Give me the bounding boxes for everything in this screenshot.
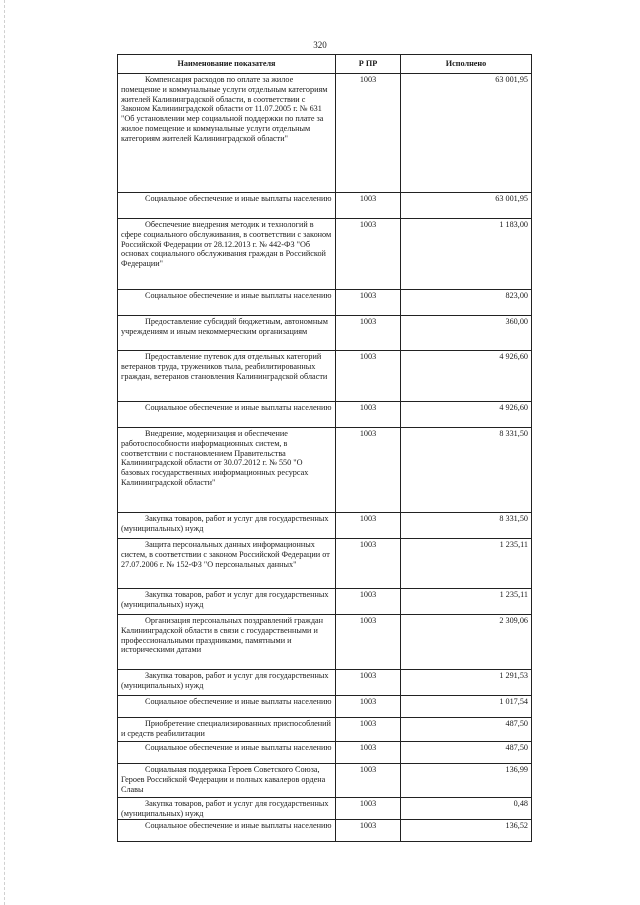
row-name: Компенсация расходов по оплате за жилое помещение и коммунальные услуги отдельным категориям жителей Калининградской области, в соответствии с Законом Калининградской области от 11.07.2005 г. № 631 "Об установлении мер социальной поддержки по плате за жилое помещение и коммунальные услуги отдельным категориям жителей Калининградской области" <box>118 74 336 193</box>
row-value: 360,00 <box>401 316 532 351</box>
row-name: Организация персональных поздравлений граждан Калининградской области в связи с государственными и профессиональными праздниками, памятными и историческими датами <box>118 615 336 670</box>
table-row <box>118 74 532 193</box>
row-value: 2 309,06 <box>401 615 532 670</box>
row-code: 1003 <box>336 670 401 696</box>
row-value: 63 001,95 <box>401 74 532 193</box>
row-value: 8 331,50 <box>401 513 532 539</box>
table-row <box>118 316 532 351</box>
table-row <box>118 820 532 842</box>
table-row <box>118 718 532 742</box>
row-code: 1003 <box>336 219 401 290</box>
row-code: 1003 <box>336 742 401 764</box>
page-number: 320 <box>313 40 327 50</box>
header-name: Наименование показателя <box>118 55 336 74</box>
row-name: Внедрение, модернизация и обеспечение работоспособности информационных систем, в соответствии с постановлением Правительства Калининградской области от 30.07.2012 г. № 550 "О базовых государственных информационных ресурсах Калининградской области" <box>118 428 336 513</box>
row-value: 487,50 <box>401 718 532 742</box>
row-name: Закупка товаров, работ и услуг для государственных (муниципальных) нужд <box>118 798 336 820</box>
row-name: Предоставление путевок для отдельных категорий ветеранов труда, тружеников тыла, реабилитированных граждан, ветеранов становления Калининградской области <box>118 351 336 402</box>
row-name: Социальное обеспечение и иные выплаты населению <box>118 742 336 764</box>
row-code: 1003 <box>336 351 401 402</box>
row-code: 1003 <box>336 402 401 428</box>
table-row <box>118 670 532 696</box>
row-value: 0,48 <box>401 798 532 820</box>
table-row <box>118 742 532 764</box>
table-row <box>118 696 532 718</box>
row-value: 487,50 <box>401 742 532 764</box>
row-code: 1003 <box>336 428 401 513</box>
row-name: Защита персональных данных информационных систем, в соответствии с законом Российской Федерации от 27.07.2006 г. № 152-ФЗ "О персональных данных" <box>118 539 336 589</box>
row-code: 1003 <box>336 589 401 615</box>
table-row <box>118 615 532 670</box>
row-name: Закупка товаров, работ и услуг для государственных (муниципальных) нужд <box>118 589 336 615</box>
row-code: 1003 <box>336 696 401 718</box>
row-name: Социальное обеспечение и иные выплаты населению <box>118 193 336 219</box>
row-value: 1 183,00 <box>401 219 532 290</box>
row-name: Социальное обеспечение и иные выплаты населению <box>118 402 336 428</box>
table-row <box>118 219 532 290</box>
row-name: Социальное обеспечение и иные выплаты населению <box>118 290 336 316</box>
header-value: Исполнено <box>401 55 532 74</box>
row-code: 1003 <box>336 74 401 193</box>
row-name: Социальное обеспечение и иные выплаты населению <box>118 696 336 718</box>
row-code: 1003 <box>336 513 401 539</box>
table-row <box>118 428 532 513</box>
row-value: 1 017,54 <box>401 696 532 718</box>
row-code: 1003 <box>336 820 401 842</box>
row-value: 4 926,60 <box>401 351 532 402</box>
scan-margin-marks <box>4 0 7 905</box>
row-value: 136,99 <box>401 764 532 798</box>
row-value: 63 001,95 <box>401 193 532 219</box>
table-header-row <box>118 55 532 74</box>
table-row <box>118 539 532 589</box>
table-row <box>118 798 532 820</box>
table-row <box>118 351 532 402</box>
row-name: Закупка товаров, работ и услуг для государственных (муниципальных) нужд <box>118 513 336 539</box>
row-value: 4 926,60 <box>401 402 532 428</box>
row-code: 1003 <box>336 290 401 316</box>
row-value: 823,00 <box>401 290 532 316</box>
table-row <box>118 513 532 539</box>
row-code: 1003 <box>336 539 401 589</box>
row-name: Социальное обеспечение и иные выплаты населению <box>118 820 336 842</box>
row-value: 1 235,11 <box>401 539 532 589</box>
row-name: Приобретение специализированных приспособлений и средств реабилитации <box>118 718 336 742</box>
row-code: 1003 <box>336 316 401 351</box>
row-code: 1003 <box>336 764 401 798</box>
row-code: 1003 <box>336 798 401 820</box>
row-value: 1 235,11 <box>401 589 532 615</box>
row-name: Закупка товаров, работ и услуг для государственных (муниципальных) нужд <box>118 670 336 696</box>
row-value: 8 331,50 <box>401 428 532 513</box>
row-value: 136,52 <box>401 820 532 842</box>
table-row <box>118 764 532 798</box>
row-code: 1003 <box>336 718 401 742</box>
table-row <box>118 402 532 428</box>
header-code: Р ПР <box>336 55 401 74</box>
row-code: 1003 <box>336 193 401 219</box>
row-code: 1003 <box>336 615 401 670</box>
table-row <box>118 589 532 615</box>
row-value: 1 291,53 <box>401 670 532 696</box>
row-name: Обеспечение внедрения методик и технологий в сфере социального обслуживания, в соответствии с законом Российской Федерации от 28.12.2013 г. № 442-ФЗ "Об основах социального обслуживания граждан в Российской Федерации" <box>118 219 336 290</box>
row-name: Социальная поддержка Героев Советского Союза, Героев Российской Федерации и полных кавалеров ордена Славы <box>118 764 336 798</box>
budget-execution-table <box>117 54 532 842</box>
row-name: Предоставление субсидий бюджетным, автономным учреждениям и иным некоммерческим организациям <box>118 316 336 351</box>
table-row <box>118 290 532 316</box>
table-row <box>118 193 532 219</box>
